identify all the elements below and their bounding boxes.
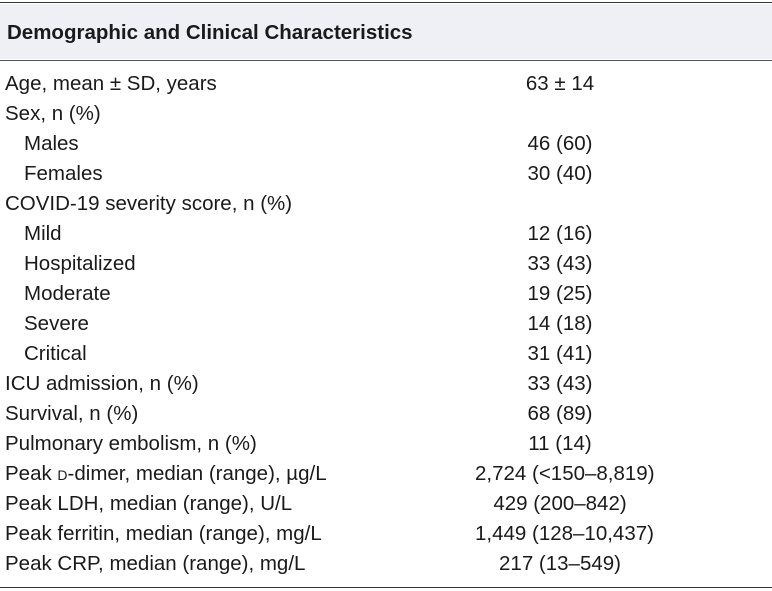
table-header-band: [0, 4, 772, 59]
table-row: [0, 399, 772, 429]
row-label: Sex, n (%): [5, 102, 101, 125]
table-header-title: Demographic and Clinical Characteristics: [7, 21, 413, 44]
table-row: [0, 69, 772, 99]
table-row: [0, 129, 772, 159]
row-label: Survival, n (%): [5, 402, 139, 425]
table-row: [0, 369, 772, 399]
row-value: 11 (14): [528, 432, 592, 455]
table-row: [0, 459, 772, 489]
row-label: Pulmonary embolism, n (%): [5, 432, 257, 455]
row-value: 33 (43): [527, 252, 593, 275]
row-value: 2,724 (<150–8,819): [475, 462, 655, 485]
row-value: 14 (18): [527, 312, 593, 335]
table-bottom-rule: [0, 587, 772, 588]
table-top-rule: [0, 2, 772, 3]
row-label: COVID-19 severity score, n (%): [5, 192, 293, 215]
row-label: Critical: [24, 342, 87, 365]
row-label: Peak CRP, median (range), mg/L: [5, 552, 306, 575]
table-row: [0, 219, 772, 249]
row-label-smallcaps: d: [57, 462, 68, 485]
row-label: Mild: [24, 222, 62, 245]
table-row: [0, 309, 772, 339]
row-label: Severe: [24, 312, 89, 335]
row-label-prefix: Peak: [5, 462, 58, 485]
row-value: 429 (200–842): [493, 492, 627, 515]
table-row: [0, 249, 772, 279]
row-label: Peak LDH, median (range), U/L: [5, 492, 293, 515]
row-label: Age, mean ± SD, years: [5, 72, 217, 95]
table-row: [0, 159, 772, 189]
row-label: [5, 459, 327, 489]
table-row: [0, 519, 772, 549]
table-row: [0, 429, 772, 459]
row-value: 30 (40): [527, 162, 593, 185]
row-value: 33 (43): [527, 372, 593, 395]
row-label: Peak ferritin, median (range), mg/L: [5, 522, 322, 545]
row-label-suffix: -dimer, median (range), µg/L: [67, 462, 327, 485]
row-label: ICU admission, n (%): [5, 372, 199, 395]
row-label: Females: [24, 162, 103, 185]
row-value: 31 (41): [527, 342, 593, 365]
row-value: 68 (89): [527, 402, 593, 425]
row-label: Males: [24, 132, 79, 155]
row-value: 19 (25): [527, 282, 593, 305]
table-row: [0, 549, 772, 579]
row-value: 217 (13–549): [499, 552, 621, 575]
row-label: Hospitalized: [24, 252, 136, 275]
table-row: [0, 279, 772, 309]
table-row: [0, 189, 772, 219]
row-value: 46 (60): [527, 132, 593, 155]
table-row: [0, 489, 772, 519]
row-value: 1,449 (128–10,437): [475, 522, 654, 545]
row-value: 12 (16): [527, 222, 593, 245]
table-row: [0, 99, 772, 129]
table-row: [0, 339, 772, 369]
row-label: Moderate: [24, 282, 111, 305]
table-header-rule: [0, 60, 772, 61]
row-value: 63 ± 14: [525, 72, 595, 95]
